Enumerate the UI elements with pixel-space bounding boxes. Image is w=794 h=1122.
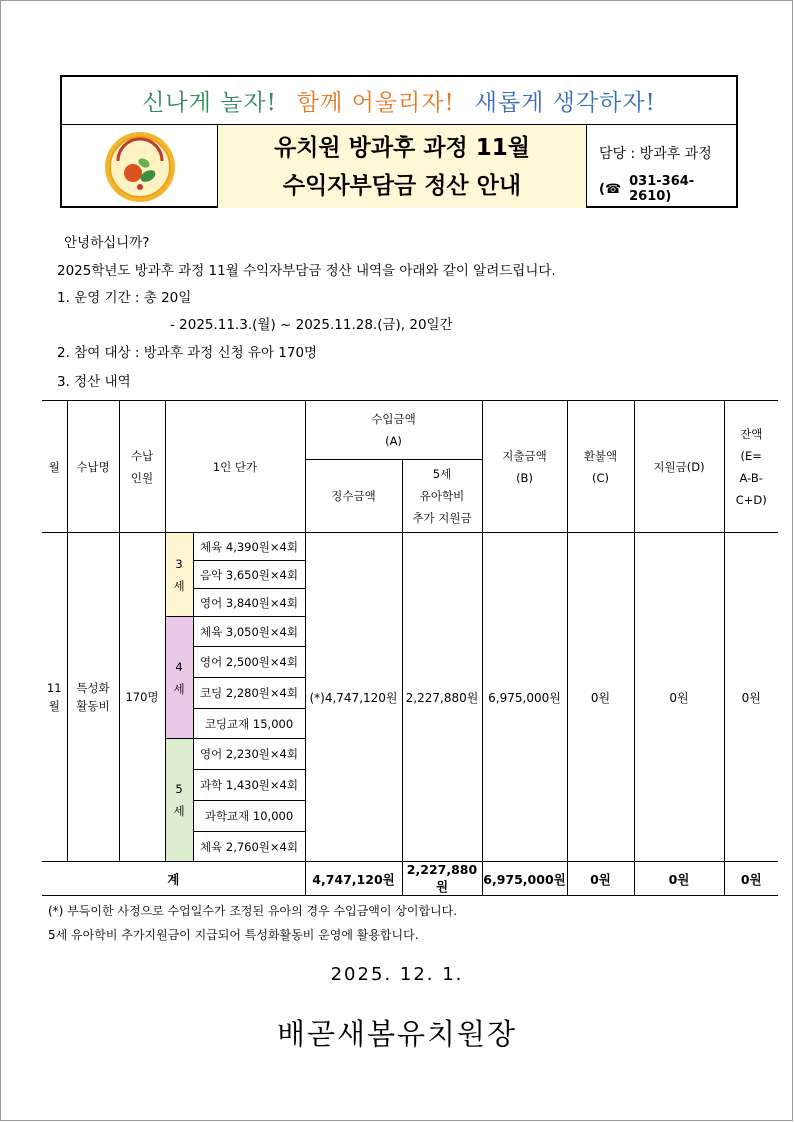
- notice-header: [60, 75, 738, 208]
- intro: 2025학년도 방과후 과정 11월 수익자부담금 정산 내역을 아래와 같이 알려드립니다.: [57, 263, 556, 279]
- price-item: 음악 3,650원×4회: [193, 561, 305, 589]
- header-expense: 지출금액 (B): [482, 401, 567, 533]
- total-support: 2,227,880원: [402, 862, 482, 896]
- header-balance: 잔액 (E= A-B- C+D): [724, 401, 778, 533]
- slogan-2: 함께 어울리자!: [296, 90, 455, 116]
- contact-label: 담당 : 방과후 과정: [599, 146, 712, 162]
- age-5-label: 5 세: [165, 739, 193, 862]
- age-3-label: 3 세: [165, 533, 193, 617]
- price-item: 영어 2,500원×4회: [193, 647, 305, 678]
- header-name: 수납명: [67, 401, 119, 533]
- cell-refund: 0원: [567, 533, 634, 862]
- signature: 배곧새봄유치원장: [276, 1017, 518, 1051]
- header-month: 월: [42, 401, 67, 533]
- total-label: 계: [42, 862, 305, 896]
- cell-expense: 6,975,000원: [482, 533, 567, 862]
- notice-date: 2025. 12. 1.: [330, 964, 464, 985]
- price-item: 영어 2,230원×4회: [193, 739, 305, 770]
- settlement-table: [42, 400, 778, 896]
- total-subsidy: 0원: [634, 862, 724, 896]
- age-4-label: 4 세: [165, 617, 193, 739]
- total-collected: 4,747,120원: [305, 862, 402, 896]
- header-income: 수입금액 (A): [305, 401, 482, 460]
- total-refund: 0원: [567, 862, 634, 896]
- header-support: 5세 유아학비 추가 지원금: [402, 460, 482, 533]
- phone-number: 031-364-2610): [629, 174, 695, 204]
- cell-balance: 0원: [724, 533, 778, 862]
- title-line-1: 유치원 방과후 과정 11월: [274, 134, 530, 161]
- header-subsidy: 지원금(D): [634, 401, 724, 533]
- price-item: 과학교재 10,000: [193, 801, 305, 832]
- phone-icon: (☎: [599, 181, 622, 197]
- cell-collected: (*)4,747,120원: [305, 533, 402, 862]
- cell-count: 170명: [119, 533, 165, 862]
- price-item: 체육 3,050원×4회: [193, 617, 305, 647]
- greeting: 안녕하십니까?: [64, 235, 150, 251]
- cell-support: 2,227,880원: [402, 533, 482, 862]
- slogan-1: 신나게 놀자!: [142, 90, 277, 116]
- item-settlement: 3. 정산 내역: [57, 374, 131, 390]
- title-line-2: 수익자부담금 정산 안내: [282, 172, 522, 199]
- cell-subsidy: 0원: [634, 533, 724, 862]
- contact-info: [587, 125, 736, 208]
- header-collected: 징수금액: [305, 460, 402, 533]
- total-balance: 0원: [724, 862, 778, 896]
- total-expense: 6,975,000원: [482, 862, 567, 896]
- cell-name: 특성화 활동비: [67, 533, 119, 862]
- price-item: 코딩 2,280원×4회: [193, 678, 305, 709]
- price-item: 체육 2,760원×4회: [193, 832, 305, 862]
- kindergarten-logo: [62, 125, 218, 208]
- header-refund: 환불액 (C): [567, 401, 634, 533]
- notice-title: [218, 125, 587, 208]
- price-item: 체육 4,390원×4회: [193, 533, 305, 561]
- footnote-2: 5세 유아학비 추가지원금이 지급되어 특성화활동비 운영에 활용합니다.: [48, 928, 419, 942]
- header-unit-price: 1인 단가: [165, 401, 305, 533]
- item-target: 2. 참여 대상 : 방과후 과정 신청 유아 170명: [57, 345, 318, 361]
- cell-month: 11 월: [42, 533, 67, 862]
- price-item: 영어 3,840원×4회: [193, 589, 305, 617]
- slogan-3: 새롭게 생각하자!: [474, 90, 656, 116]
- item-period-detail: - 2025.11.3.(월) ~ 2025.11.28.(금), 20일간: [170, 317, 453, 333]
- slogan: [62, 77, 736, 125]
- contact-phone: [599, 174, 736, 204]
- header-count: 수납 인원: [119, 401, 165, 533]
- price-item: 코딩교재 15,000: [193, 709, 305, 739]
- price-item: 과학 1,430원×4회: [193, 770, 305, 801]
- item-period: 1. 운영 기간 : 총 20일: [57, 290, 192, 306]
- footnote-1: (*) 부득이한 사정으로 수업일수가 조정된 유아의 경우 수입금액이 상이합니다.: [48, 904, 458, 918]
